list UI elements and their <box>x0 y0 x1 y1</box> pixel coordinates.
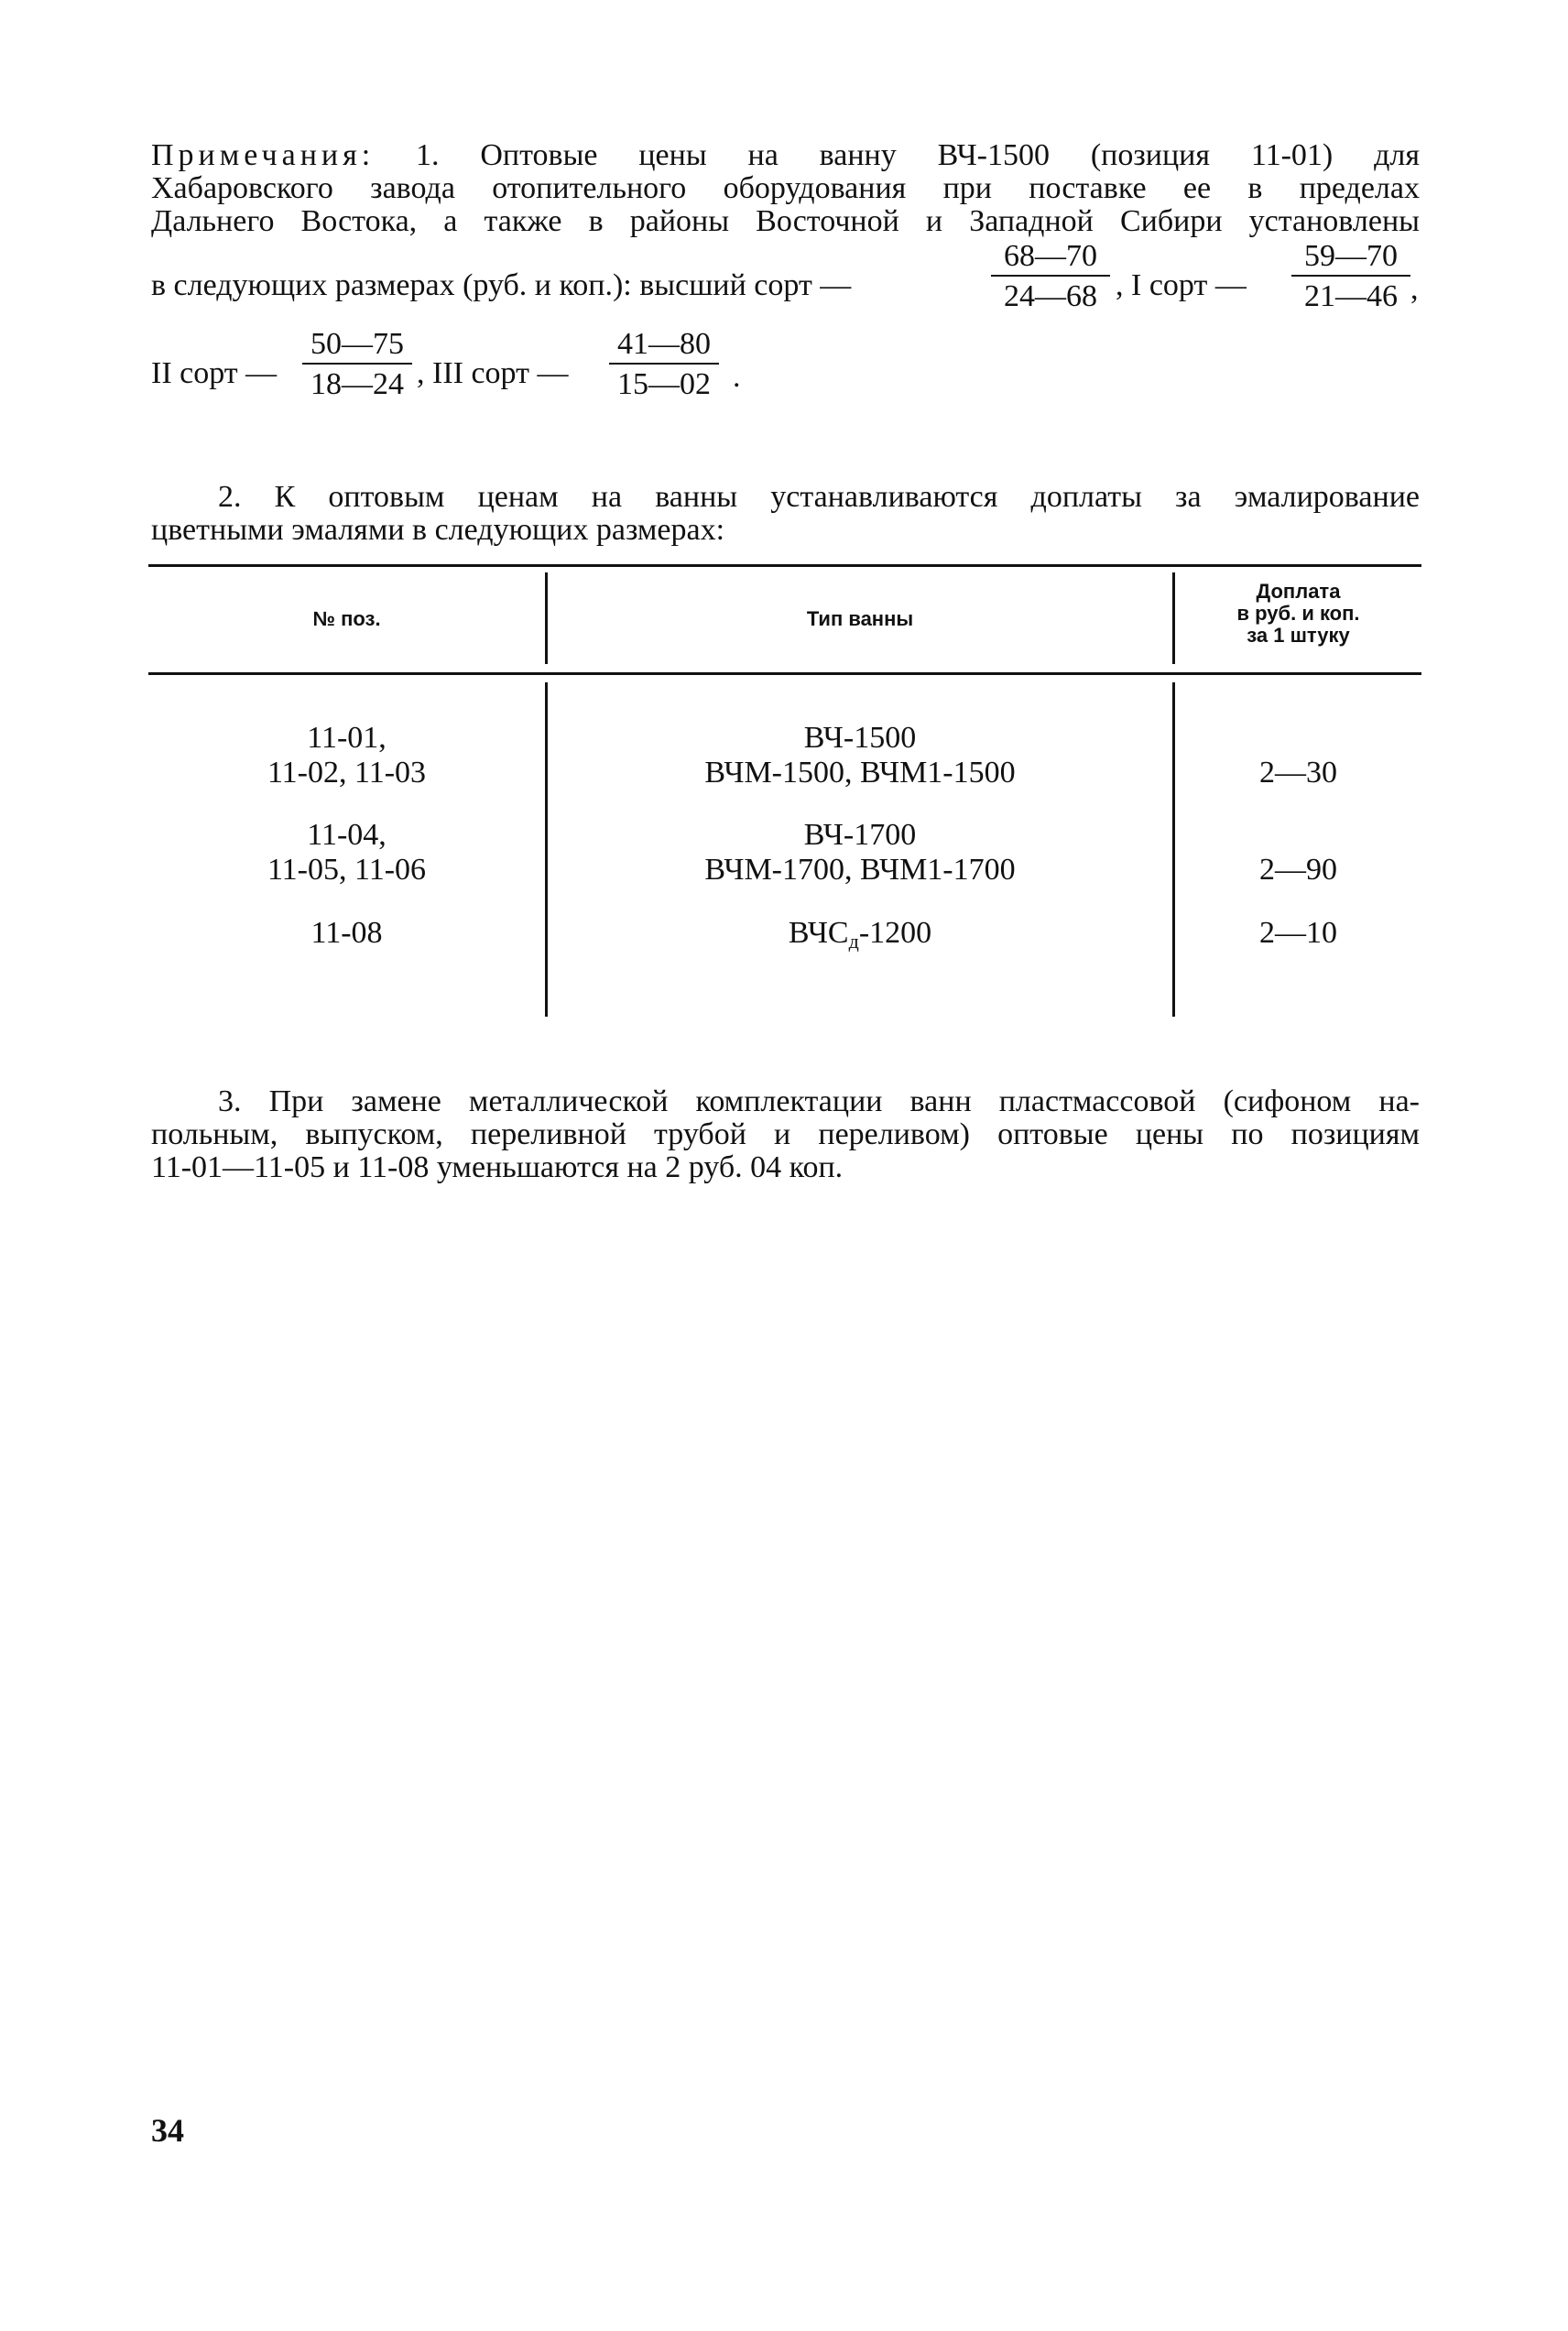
position-line2: 11-05, 11-06 <box>267 853 427 887</box>
bath-type-subscript: д <box>848 930 859 953</box>
note1-line3: Дальнего Востока, а также в районы Восточной и Западной Сибири установлены <box>151 204 1420 238</box>
header-surcharge-line2: в руб. и коп. <box>1236 602 1360 625</box>
fraction-numerator: 68—70 <box>991 240 1110 277</box>
grade2-label: II сорт — <box>151 356 278 390</box>
table-header-rule <box>148 672 1421 675</box>
header-surcharge-line1: Доплата <box>1256 580 1341 603</box>
note1-line2: Хабаровского завода отопительного оборудования при поставке ее в пределах <box>151 171 1420 205</box>
note3-line2: польным, выпуском, переливной трубой и переливом) оптовые цены по позициям <box>151 1117 1420 1151</box>
position-line1: 11-04, <box>307 818 387 852</box>
table-cell-surcharge: 2—10 <box>1259 916 1337 950</box>
position-line1: 11-01, <box>307 721 387 755</box>
table-cell-position <box>148 818 545 888</box>
bath-type-line1: ВЧ-1700 <box>803 818 917 852</box>
grade1-tail: , <box>1410 272 1419 306</box>
table-cell-bath-type <box>548 721 1172 790</box>
bath-type-line2: ВЧМ-1700, ВЧМ1-1700 <box>704 853 1016 887</box>
header-bath-type: Тип ванны <box>806 607 914 630</box>
fraction-numerator: 41—80 <box>609 328 719 365</box>
table-cell-bath-type <box>548 818 1172 888</box>
table-cell-bath-type <box>548 916 1172 959</box>
grade3-tail: . <box>733 360 741 394</box>
note2-line2: цветными эмалями в следующих размерах: <box>151 513 725 547</box>
grade-top-fraction <box>991 240 1110 313</box>
grade1-fraction <box>1291 240 1410 313</box>
fraction-numerator: 50—75 <box>302 328 412 365</box>
bath-type-main: ВЧС <box>788 916 849 950</box>
table-top-rule <box>148 564 1421 567</box>
note1-line1-text: 1. Оптовые цены на ванну ВЧ-1500 (позиция 11-01) для <box>416 138 1420 172</box>
table-cell-surcharge: 2—30 <box>1259 756 1337 790</box>
grade3-label: , III сорт — <box>417 356 569 390</box>
page-number: 34 <box>151 2112 184 2149</box>
bath-type-tail: -1200 <box>858 916 932 950</box>
note3-line3: 11-01—11-05 и 11-08 уменьшаются на 2 руб. 04 коп. <box>151 1150 844 1184</box>
table-column-divider <box>1172 682 1175 1017</box>
table-cell-position: 11-08 <box>310 916 383 950</box>
position-line2: 11-02, 11-03 <box>267 756 427 790</box>
table-cell-surcharge: 2—90 <box>1259 853 1337 887</box>
fraction-denominator: 24—68 <box>1004 279 1097 313</box>
header-surcharge-line3: за 1 штуку <box>1247 624 1350 647</box>
note-label: Примечания: <box>151 138 376 172</box>
header-position: № поз. <box>312 607 381 630</box>
grade1-label: , I сорт — <box>1116 268 1247 302</box>
bath-type-line2: ВЧМ-1500, ВЧМ1-1500 <box>704 756 1016 790</box>
fraction-denominator: 15—02 <box>617 367 711 401</box>
fraction-denominator: 21—46 <box>1304 279 1398 313</box>
note1-line1 <box>151 137 1420 174</box>
fraction-numerator: 59—70 <box>1291 240 1410 277</box>
grade3-fraction <box>609 328 719 401</box>
header-surcharge <box>1175 581 1421 647</box>
table-cell-position <box>148 721 545 790</box>
note1-line4: в следующих размерах (руб. и коп.): высший сорт — <box>151 268 852 302</box>
fraction-denominator: 18—24 <box>310 367 404 401</box>
grade2-fraction <box>302 328 412 401</box>
note3-line1: 3. При замене металлической комплектации ванн пластмассовой (сифоном на- <box>218 1084 1420 1118</box>
note2-line1: 2. К оптовым ценам на ванны устанавливаются доплаты за эмалирование <box>218 480 1420 514</box>
bath-type-line1: ВЧ-1500 <box>803 721 917 755</box>
